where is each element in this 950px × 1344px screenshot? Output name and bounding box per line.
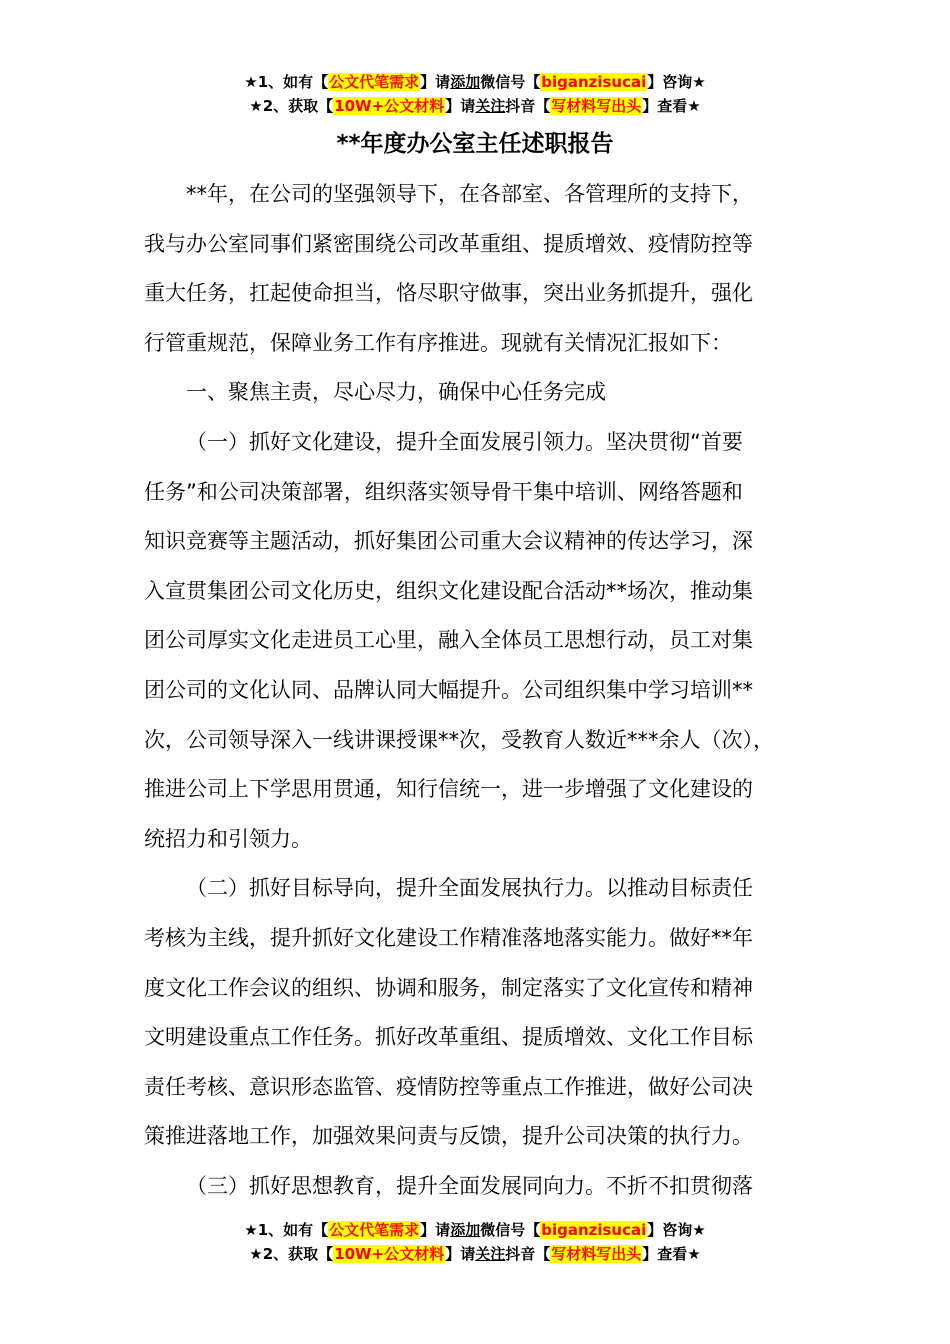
body-line: 知识竞赛等主题活动，抓好集团公司重大会议精神的传达学习，深 — [144, 529, 753, 554]
banner-text: 抖音【 — [505, 1245, 551, 1263]
underlined-text: 添加 — [450, 73, 481, 91]
underlined-text: 添加 — [450, 1221, 481, 1239]
body-line: 团公司的文化认同、品牌认同大幅提升。公司组织集中学习培训** — [144, 677, 753, 702]
body-line: 次，公司领导深入一线讲课授课**次，受教育人数近***余人（次）， — [144, 727, 774, 752]
banner-text: 】咨询★ — [647, 73, 706, 91]
banner-text: 抖音【 — [505, 97, 551, 115]
highlight-wechat-id: biganzisucai — [541, 73, 647, 91]
footer-banner-line-2 — [0, 1242, 950, 1266]
body-line: 统招力和引领力。 — [144, 826, 312, 851]
highlight-douyin-id: 写材料写出头 — [551, 1245, 642, 1263]
footer-banner-line-1 — [0, 1218, 950, 1242]
body-line: 文明建设重点工作任务。抓好改革重组、提质增效、文化工作目标 — [144, 1025, 753, 1050]
body-line: 度文化工作会议的组织、协调和服务，制定落实了文化宣传和精神 — [144, 975, 753, 1000]
banner-text: ★1、如有【 — [244, 1221, 329, 1239]
body-line: 我与办公室同事们紧密围绕公司改革重组、提质增效、疫情防控等 — [144, 231, 753, 256]
body-line: **年，在公司的坚强领导下，在各部室、各管理所的支持下， — [186, 182, 753, 206]
body-line: 行管重规范，保障业务工作有序推进。现就有关情况汇报如下： — [144, 330, 732, 355]
body-line: （二）抓好目标导向，提升全面发展执行力。以推动目标责任 — [186, 876, 753, 901]
banner-text: 】咨询★ — [647, 1221, 706, 1239]
banner-text: ★2、获取【 — [249, 97, 334, 115]
body-line: 责任考核、意识形态监管、疫情防控等重点工作推进，做好公司决 — [144, 1074, 753, 1099]
header-banner — [0, 70, 950, 118]
underlined-text: 关注 — [475, 1245, 506, 1263]
highlight-service-text: 公文代笔需求 — [329, 73, 420, 91]
body-line: （一）抓好文化建设，提升全面发展引领力。坚决贯彻“首要 — [186, 429, 743, 454]
header-banner-line-2 — [0, 94, 950, 118]
document-title: **年度办公室主任述职报告 — [336, 131, 614, 157]
banner-text: 】查看★ — [642, 97, 701, 115]
highlight-service-text: 公文代笔需求 — [329, 1221, 420, 1239]
banner-text: 微信号【 — [480, 73, 541, 91]
header-banner-line-1 — [0, 70, 950, 94]
underlined-text: 关注 — [475, 97, 506, 115]
highlight-materials-text: 10W+公文材料 — [334, 1245, 445, 1263]
highlight-materials-text: 10W+公文材料 — [334, 97, 445, 115]
banner-text: 微信号【 — [480, 1221, 541, 1239]
body-line: 入宣贯集团公司文化历史，组织文化建设配合活动**场次，推动集 — [144, 578, 753, 603]
body-line: （三）抓好思想教育，提升全面发展同向力。不折不扣贯彻落 — [186, 1173, 753, 1198]
banner-text: ★2、获取【 — [249, 1245, 334, 1263]
body-line: 团公司厚实文化走进员工心里，融入全体员工思想行动，员工对集 — [144, 628, 753, 653]
highlight-douyin-id: 写材料写出头 — [551, 97, 642, 115]
banner-text: 】请 — [445, 97, 476, 115]
footer-banner — [0, 1218, 950, 1266]
body-line: 考核为主线，提升抓好文化建设工作精准落地落实能力。做好**年 — [144, 925, 753, 950]
document-body — [144, 170, 808, 1211]
body-line: 任务”和公司决策部署，组织落实领导骨干集中培训、网络答题和 — [144, 479, 743, 504]
body-line: 推进公司上下学思用贯通，知行信统一，进一步增强了文化建设的 — [144, 777, 753, 802]
banner-text: ★1、如有【 — [244, 73, 329, 91]
banner-text: 】查看★ — [642, 1245, 701, 1263]
highlight-wechat-id: biganzisucai — [541, 1221, 647, 1239]
banner-text: 】请 — [420, 1221, 451, 1239]
body-line: 重大任务，扛起使命担当，恪尽职守做事，突出业务抓提升，强化 — [144, 281, 753, 306]
section-heading: 一、聚焦主责，尽心尽力，确保中心任务完成 — [186, 380, 606, 405]
body-line: 策推进落地工作，加强效果问责与反馈，提升公司决策的执行力。 — [144, 1124, 753, 1149]
banner-text: 】请 — [420, 73, 451, 91]
banner-text: 】请 — [445, 1245, 476, 1263]
